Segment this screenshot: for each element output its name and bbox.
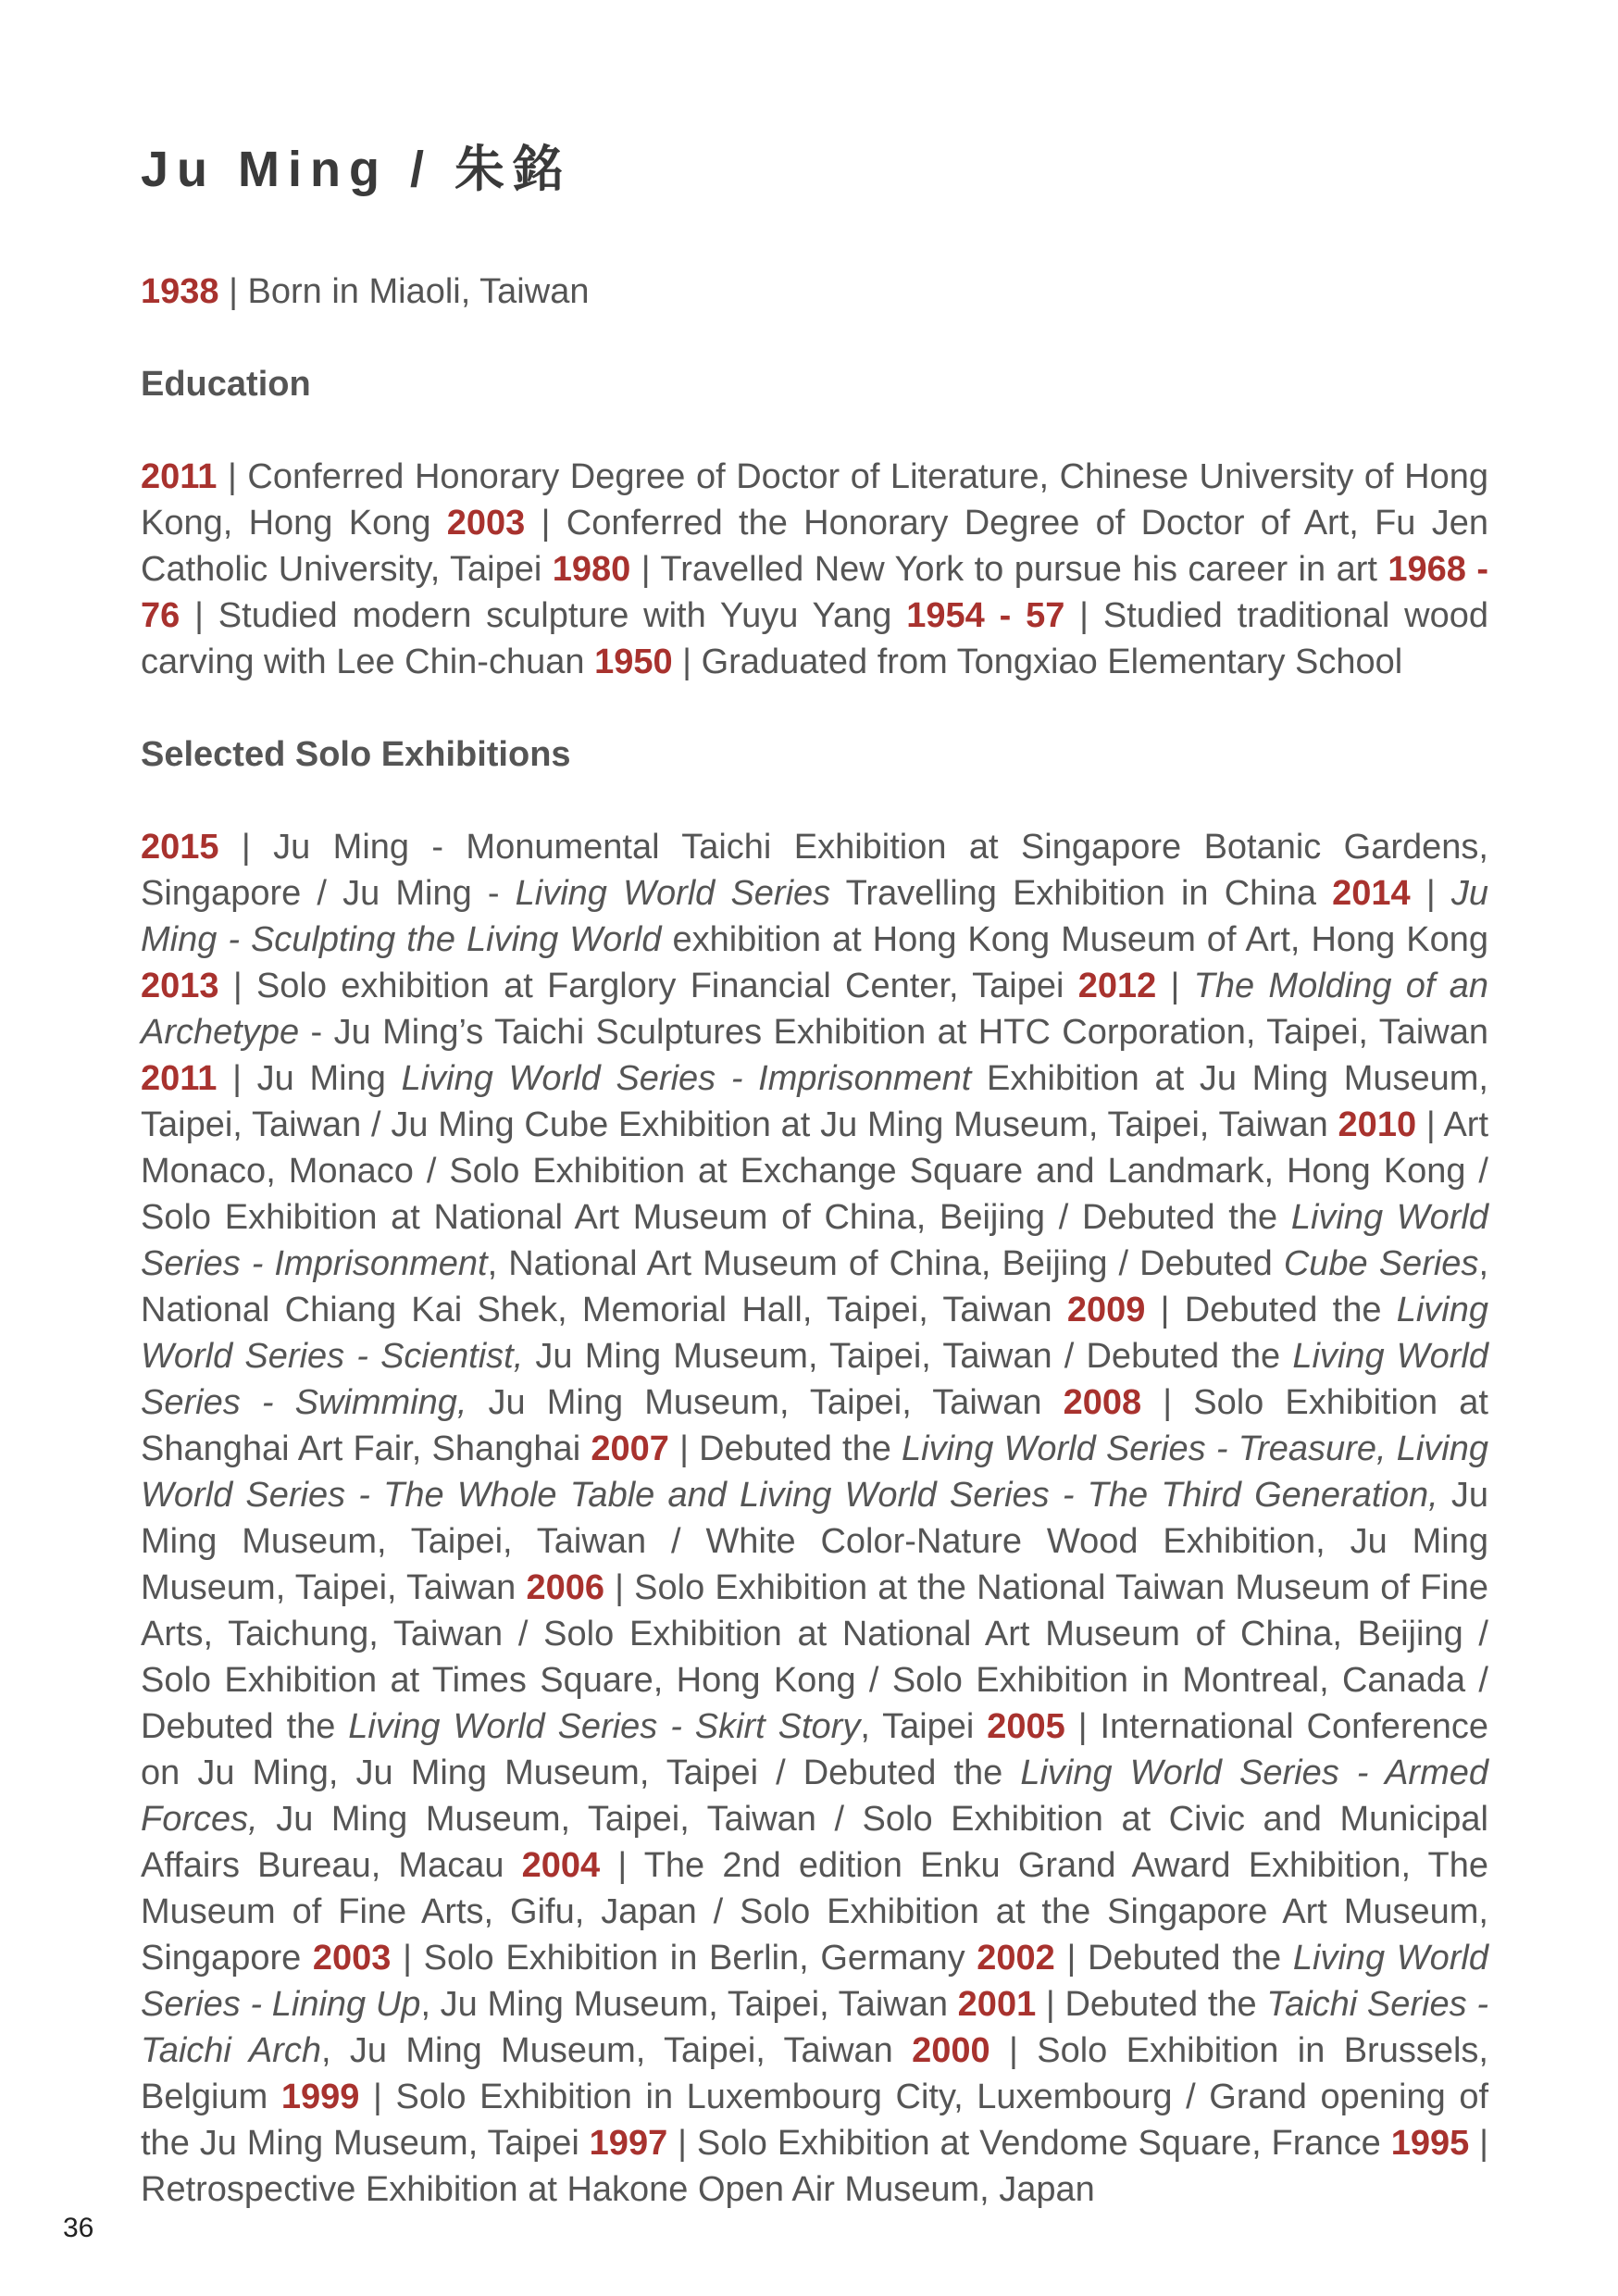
- year-label: 2002: [977, 1939, 1055, 1978]
- entry-text: Ju Ming Museum, Taipei, Taiwan: [467, 1383, 1064, 1422]
- birth-text: | Born in Miaoli, Taiwan: [218, 272, 590, 311]
- entry-text: | The 2nd edition Enku Grand Award Exhibition, The Museum of Fine Arts, Gifu, Japan / Solo Exhibition at the Singapore Art Museum, Singapore: [141, 1846, 1488, 1978]
- entry-text: | Conferred Honorary Degree of Doctor of Literature, Chinese University of Hong Kong, Hong Kong: [141, 457, 1488, 543]
- series-title: Living World Series - Swimming,: [141, 1337, 1488, 1422]
- solo-exhibitions-heading: Selected Solo Exhibitions: [141, 735, 571, 774]
- year-label: 2015: [141, 828, 219, 867]
- year-label: 2013: [141, 967, 219, 1005]
- series-title: Living World Series - Imprisonment: [141, 1198, 1488, 1283]
- entry-text: | Studied modern sculpture with Yuyu Yang: [180, 596, 907, 635]
- entry-text: , Ju Ming Museum, Taipei, Taiwan: [320, 2031, 913, 2070]
- entry-text: | Art Monaco, Monaco / Solo Exhibition at Exchange Square and Landmark, Hong Kong / Solo Exhibition at National Art Museum of China, Beijing / Debuted the: [141, 1105, 1488, 1237]
- entry-text: |: [1156, 967, 1194, 1005]
- year-label: 1997: [589, 2124, 668, 2163]
- entry-text: , National Chiang Kai Shek, Memorial Hall, Taipei, Taiwan: [141, 1244, 1488, 1329]
- entry-text: , National Art Museum of China, Beijing / Debuted: [487, 1244, 1284, 1283]
- year-label: 2000: [912, 2031, 990, 2070]
- entry-text: | Ju Ming: [217, 1059, 402, 1098]
- series-title: Cube Series: [1283, 1244, 1479, 1283]
- entry-text: Exhibition at Ju Ming Museum, Taipei, Taiwan / Ju Ming Cube Exhibition at Ju Ming Museum, Taipei, Taiwan: [141, 1059, 1488, 1144]
- entry-text: | Debuted the: [1054, 1939, 1293, 1978]
- entry-text: | International Conference on Ju Ming, Ju Ming Museum, Taipei / Debuted the: [141, 1707, 1488, 1792]
- series-title: Living World Series - Imprisonment: [401, 1059, 972, 1098]
- entry-text: , Taipei: [860, 1707, 988, 1746]
- year-label: 2006: [526, 1568, 605, 1607]
- year-label: 1980: [552, 550, 631, 589]
- entry-text: | Retrospective Exhibition at Hakone Open Air Museum, Japan: [141, 2124, 1488, 2209]
- year-label: 2008: [1063, 1383, 1142, 1422]
- entry-text: | Studied traditional wood carving with Lee Chin-chuan: [141, 596, 1488, 681]
- entry-text: | Travelled New York to pursue his career in art: [630, 550, 1388, 589]
- year-label: 2004: [521, 1846, 601, 1885]
- series-title: Taichi Series - Taichi Arch: [141, 1985, 1488, 2070]
- entry-text: | Ju Ming - Monumental Taichi Exhibition at Singapore Botanic Gardens, Singapore / Ju Ming -: [141, 828, 1488, 913]
- entry-text: Ju Ming Museum, Taipei, Taiwan / White Color-Nature Wood Exhibition, Ju Ming Museum, Taipei, Taiwan: [141, 1476, 1488, 1607]
- entry-text: Travelling Exhibition in China: [830, 874, 1333, 913]
- year-label: 1995: [1390, 2124, 1470, 2163]
- entry-text: | Solo exhibition at Farglory Financial Center, Taipei: [218, 967, 1078, 1005]
- year-label: 2012: [1077, 967, 1157, 1005]
- series-title: Living World Series - Armed Forces,: [141, 1753, 1488, 1839]
- entry-text: Ju Ming Museum, Taipei, Taiwan / Solo Exhibition at Civic and Municipal Affairs Bureau, Macau: [141, 1800, 1488, 1885]
- series-title: The Molding of an Archetype: [141, 967, 1488, 1052]
- entry-text: | Solo Exhibition at Shanghai Art Fair, Shanghai: [141, 1383, 1488, 1468]
- education-paragraph: [141, 454, 1488, 685]
- birth-line: [141, 268, 1488, 315]
- page-title: Ju Ming / 朱銘: [141, 142, 571, 197]
- year-label: 2003: [446, 504, 526, 543]
- entry-text: |: [1410, 874, 1451, 913]
- entry-text: | Solo Exhibition in Brussels, Belgium: [141, 2031, 1488, 2116]
- year-label: 2007: [591, 1429, 669, 1468]
- entry-text: | Solo Exhibition at Vendome Square, France: [667, 2124, 1391, 2163]
- year-label: 2011: [141, 1059, 218, 1098]
- year-label: 2010: [1338, 1105, 1417, 1144]
- year-label: 2001: [957, 1985, 1037, 2024]
- year-label: 2005: [987, 1707, 1065, 1746]
- year-label: 1968 - 76: [141, 550, 1489, 635]
- birth-year: 1938: [141, 272, 219, 311]
- education-heading: Education: [141, 365, 311, 404]
- series-title: Ju Ming - Sculpting the Living World: [141, 874, 1488, 959]
- year-label: 1954 - 57: [906, 596, 1065, 635]
- entry-text: Ju Ming Museum, Taipei, Taiwan / Debuted the: [523, 1337, 1293, 1376]
- cv-content: [141, 268, 1488, 2213]
- entry-text: | Conferred the Honorary Degree of Doctor of Art, Fu Jen Catholic University, Taipei: [141, 504, 1488, 589]
- entry-text: | Solo Exhibition in Luxembourg City, Luxembourg / Grand opening of the Ju Ming Museum, Taipei: [141, 2078, 1489, 2163]
- year-label: 1999: [280, 2078, 360, 2116]
- year-label: 1950: [594, 643, 673, 681]
- entry-text: exhibition at Hong Kong Museum of Art, Hong Kong: [661, 920, 1488, 959]
- series-title: Living World Series - Treasure, Living World Series - The Whole Table and Living World Series - The Third Generation,: [141, 1429, 1488, 1515]
- entry-text: | Debuted the: [1145, 1291, 1397, 1329]
- entry-text: | Solo Exhibition in Berlin, Germany: [391, 1939, 977, 1978]
- entry-text: | Solo Exhibition at the National Taiwan Museum of Fine Arts, Taichung, Taiwan / Solo Exhibition at National Art Museum of China, Beijing / Solo Exhibition at Times Square, Hong Kong / Solo Exhibition in Montreal, Canada / Debuted the: [141, 1568, 1488, 1746]
- year-label: 2014: [1332, 874, 1411, 913]
- entry-text: , Ju Ming Museum, Taipei, Taiwan: [420, 1985, 958, 2024]
- entry-text: - Ju Ming’s Taichi Sculptures Exhibition at HTC Corporation, Taipei, Taiwan: [299, 1013, 1488, 1052]
- entry-text: | Debuted the: [668, 1429, 902, 1468]
- series-title: Living World Series - Skirt Story: [348, 1707, 861, 1746]
- series-title: Living World Series - Lining Up: [141, 1939, 1488, 2024]
- entry-text: | Debuted the: [1036, 1985, 1267, 2024]
- year-label: 2003: [312, 1939, 392, 1978]
- year-label: 2009: [1066, 1291, 1146, 1329]
- page-number: 36: [63, 2213, 94, 2243]
- series-title: Living World Series - Scientist,: [141, 1291, 1488, 1376]
- year-label: 2011: [141, 457, 218, 496]
- series-title: Living World Series: [515, 874, 831, 913]
- entry-text: | Graduated from Tongxiao Elementary School: [672, 643, 1403, 681]
- solo-exhibitions-paragraph: [141, 824, 1488, 2213]
